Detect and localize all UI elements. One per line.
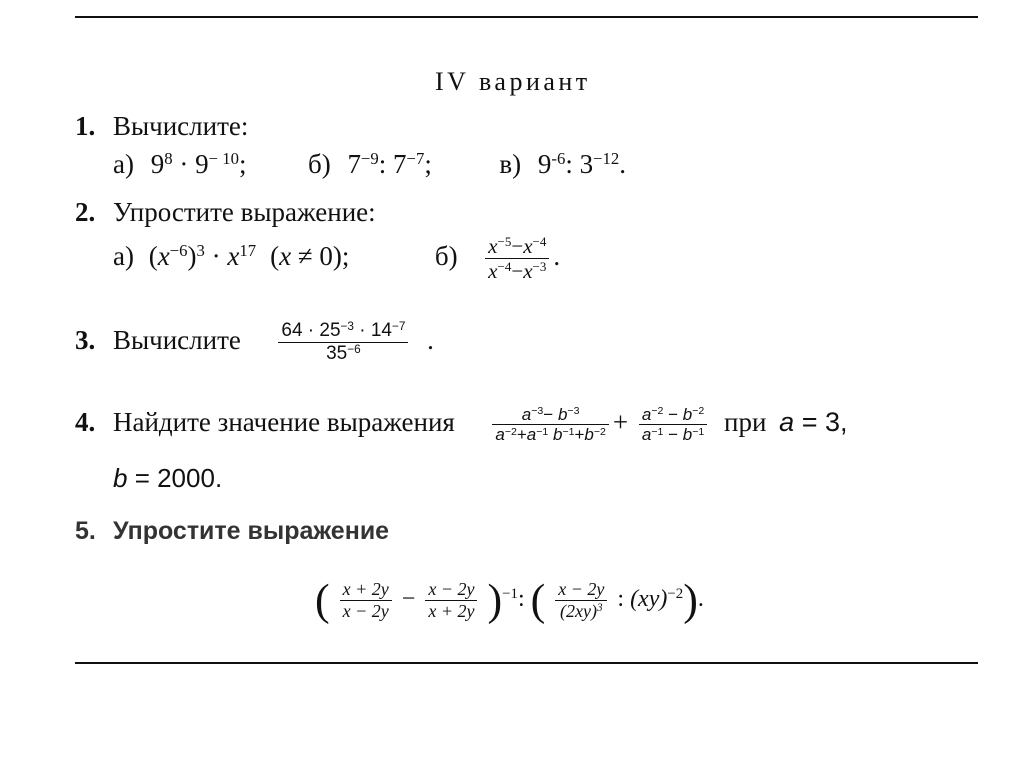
period: . <box>553 241 561 271</box>
minus-sign: − <box>401 586 416 612</box>
numerator: x − 2y <box>428 579 475 600</box>
page-title: IV вариант <box>435 67 591 96</box>
top-rule <box>75 16 978 18</box>
denominator: $a^{-1} - b^{-1}$ <box>639 424 707 445</box>
period: . <box>697 586 704 612</box>
expr-1c: $9^{-6}$: $3^{-12}$. <box>537 148 627 179</box>
xy-exponent: −2 <box>667 585 684 602</box>
problem-5-expression <box>315 566 704 632</box>
denominator: $x^{-4}-x^{-3}$ <box>485 258 549 283</box>
part-label: б) <box>307 149 331 179</box>
fraction-4-1 <box>492 405 609 445</box>
problem-title: Упростите выражение <box>113 517 390 545</box>
part-label: б) <box>434 241 458 271</box>
part-label: в) <box>499 149 522 179</box>
part-label: а) <box>113 241 134 271</box>
numerator: $x^{-5}-x^{-4}$ <box>488 234 547 259</box>
when-word: при <box>724 407 767 437</box>
problem-number: 2. <box>75 197 96 227</box>
condition-a: a = 3, <box>779 407 848 437</box>
problem-number: 4. <box>75 407 96 437</box>
numerator: $a^{-2} - b^{-2}$ <box>641 404 705 424</box>
period: . <box>427 325 434 355</box>
outer-exponent: −1 <box>502 585 518 602</box>
left-paren: ( <box>530 575 546 625</box>
problem-title: Вычислите: <box>113 111 249 141</box>
fraction-5-2 <box>425 579 477 621</box>
colon: : <box>517 586 525 612</box>
numerator: $64 \cdot 25^{-3} \cdot 14^{-7}$ <box>281 319 406 342</box>
denominator: $a^{-2}+a^{-1}$ $b^{-1}+b^{-2}$ <box>492 424 609 445</box>
problem-number: 1. <box>75 111 96 141</box>
fraction-4-2 <box>639 405 707 445</box>
fraction-2b <box>485 234 549 283</box>
expr-2a: $(x^{-6})^3 \cdot x^{17}$ (x ≠ 0); <box>148 240 350 271</box>
xy-term: (xy) <box>630 586 668 612</box>
expr-1a: $9^8 \cdot 9^{- 10}$; <box>150 148 247 179</box>
problem-title: Вычислите <box>113 325 241 355</box>
problem-1-parts <box>113 148 626 184</box>
left-paren: ( <box>315 575 330 625</box>
fraction-5-1 <box>340 579 392 621</box>
problem-3 <box>75 308 434 372</box>
right-paren: ) <box>487 575 503 625</box>
fraction-5-3 <box>555 579 607 621</box>
problem-4 <box>75 390 847 454</box>
problem-1-heading <box>75 110 248 142</box>
numerator: x − 2y <box>558 579 605 600</box>
colon: : <box>617 586 625 612</box>
expr-1b: $7^{-9}$: $7^{-7}$; <box>347 148 432 179</box>
denominator: $(2xy)^3$ <box>555 600 607 622</box>
part-label: а) <box>113 149 134 179</box>
denominator: x + 2y <box>425 600 477 622</box>
problem-5-heading <box>75 515 389 547</box>
bottom-rule <box>75 662 978 664</box>
numerator: $a^{-3}- b^{-3}$ <box>521 404 580 424</box>
denominator: x − 2y <box>340 600 392 622</box>
problem-title: Найдите значение выражения <box>113 407 455 437</box>
right-paren: ) <box>683 575 698 625</box>
problem-number: 3. <box>75 325 96 355</box>
condition-b: b = 2000. <box>113 463 223 493</box>
denominator: $35^{-6}$ <box>278 342 408 365</box>
problem-title: Упростите выражение: <box>113 197 376 227</box>
fraction-3 <box>278 320 408 365</box>
plus-sign: + <box>612 407 629 437</box>
problem-2-parts <box>113 224 560 288</box>
problem-number: 5. <box>75 517 96 545</box>
numerator: x + 2y <box>342 579 389 600</box>
